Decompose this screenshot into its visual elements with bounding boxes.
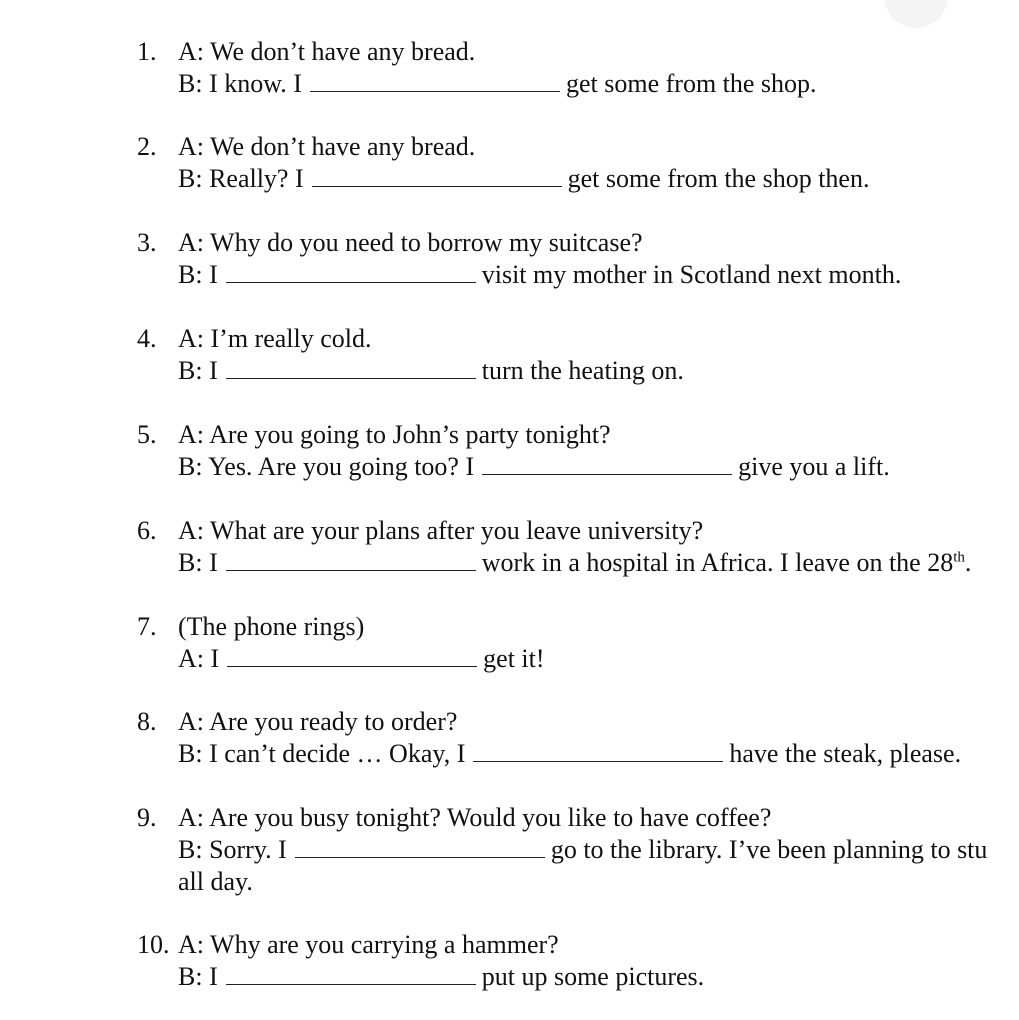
line-b-after: get it! [483, 644, 545, 673]
line-b-after: give you a lift. [738, 452, 890, 481]
line-b-before: B: I [178, 962, 218, 991]
line-a: A: We don’t have any bread. [178, 37, 476, 66]
answer-blank[interactable] [227, 644, 477, 667]
line-b-before: B: Sorry. I [178, 835, 287, 864]
line-a: A: Are you busy tonight? Would you like to have coffee? [178, 803, 772, 832]
line-b-before: B: Really? I [178, 164, 304, 193]
line-b [178, 738, 961, 770]
line-b-before: B: Yes. Are you going too? I [178, 452, 475, 481]
line-b-end: . [964, 548, 972, 577]
answer-blank[interactable] [226, 962, 476, 985]
line-b-after: have the steak, please. [729, 739, 962, 768]
line-b [178, 643, 545, 675]
answer-blank[interactable] [312, 164, 562, 187]
line-b [178, 961, 704, 993]
line-b-after: turn the heating on. [481, 356, 684, 385]
line-b-after: get some from the shop then. [567, 164, 870, 193]
answer-blank[interactable] [295, 835, 545, 858]
line-b-before: B: I know. I [178, 69, 302, 98]
answer-blank[interactable] [310, 69, 560, 92]
answer-blank[interactable] [226, 260, 476, 283]
item-number: 3. [137, 228, 157, 257]
line-b-before: B: I [178, 356, 218, 385]
item-number: 7. [137, 612, 157, 641]
line-b-before: B: I can’t decide … Okay, I [178, 739, 466, 768]
line-a: (The phone rings) [178, 612, 365, 641]
corner-decoration [884, 0, 948, 28]
item-number: 8. [137, 707, 157, 736]
item-number: 2. [137, 132, 157, 161]
item-number: 6. [137, 516, 157, 545]
line-a: A: What are your plans after you leave university? [178, 516, 704, 545]
line-b-after: get some from the shop. [565, 69, 817, 98]
line-b-before: A: I [178, 644, 220, 673]
line-b-after: work in a hospital in Africa. I leave on the 28 [481, 548, 954, 577]
ordinal-suffix: th [953, 549, 965, 566]
answer-blank[interactable] [226, 356, 476, 379]
answer-blank[interactable] [473, 739, 723, 762]
line-b [178, 163, 869, 195]
answer-blank[interactable] [482, 452, 732, 475]
line-b-after: put up some pictures. [481, 962, 705, 991]
line-b [178, 355, 684, 387]
line-a: A: I’m really cold. [178, 324, 372, 353]
line-b [178, 834, 987, 866]
line-b [178, 259, 901, 291]
item-number: 9. [137, 803, 157, 832]
line-b-before: B: I [178, 548, 218, 577]
item-number: 1. [137, 37, 157, 66]
line-a: A: Why do you need to borrow my suitcase? [178, 228, 643, 257]
line-a: A: Are you ready to order? [178, 707, 458, 736]
line-b-before: B: I [178, 260, 218, 289]
line-c: all day. [178, 867, 253, 896]
line-b [178, 68, 817, 100]
item-number: 10. [137, 930, 170, 959]
line-a: A: Are you going to John’s party tonight? [178, 420, 611, 449]
item-number: 4. [137, 324, 157, 353]
item-number: 5. [137, 420, 157, 449]
line-b [178, 451, 890, 483]
line-a: A: We don’t have any bread. [178, 132, 476, 161]
line-b-after: visit my mother in Scotland next month. [481, 260, 902, 289]
answer-blank[interactable] [226, 548, 476, 571]
line-b-after: go to the library. I’ve been planning to stu [550, 835, 988, 864]
line-a: A: Why are you carrying a hammer? [178, 930, 559, 959]
line-b [178, 547, 971, 579]
